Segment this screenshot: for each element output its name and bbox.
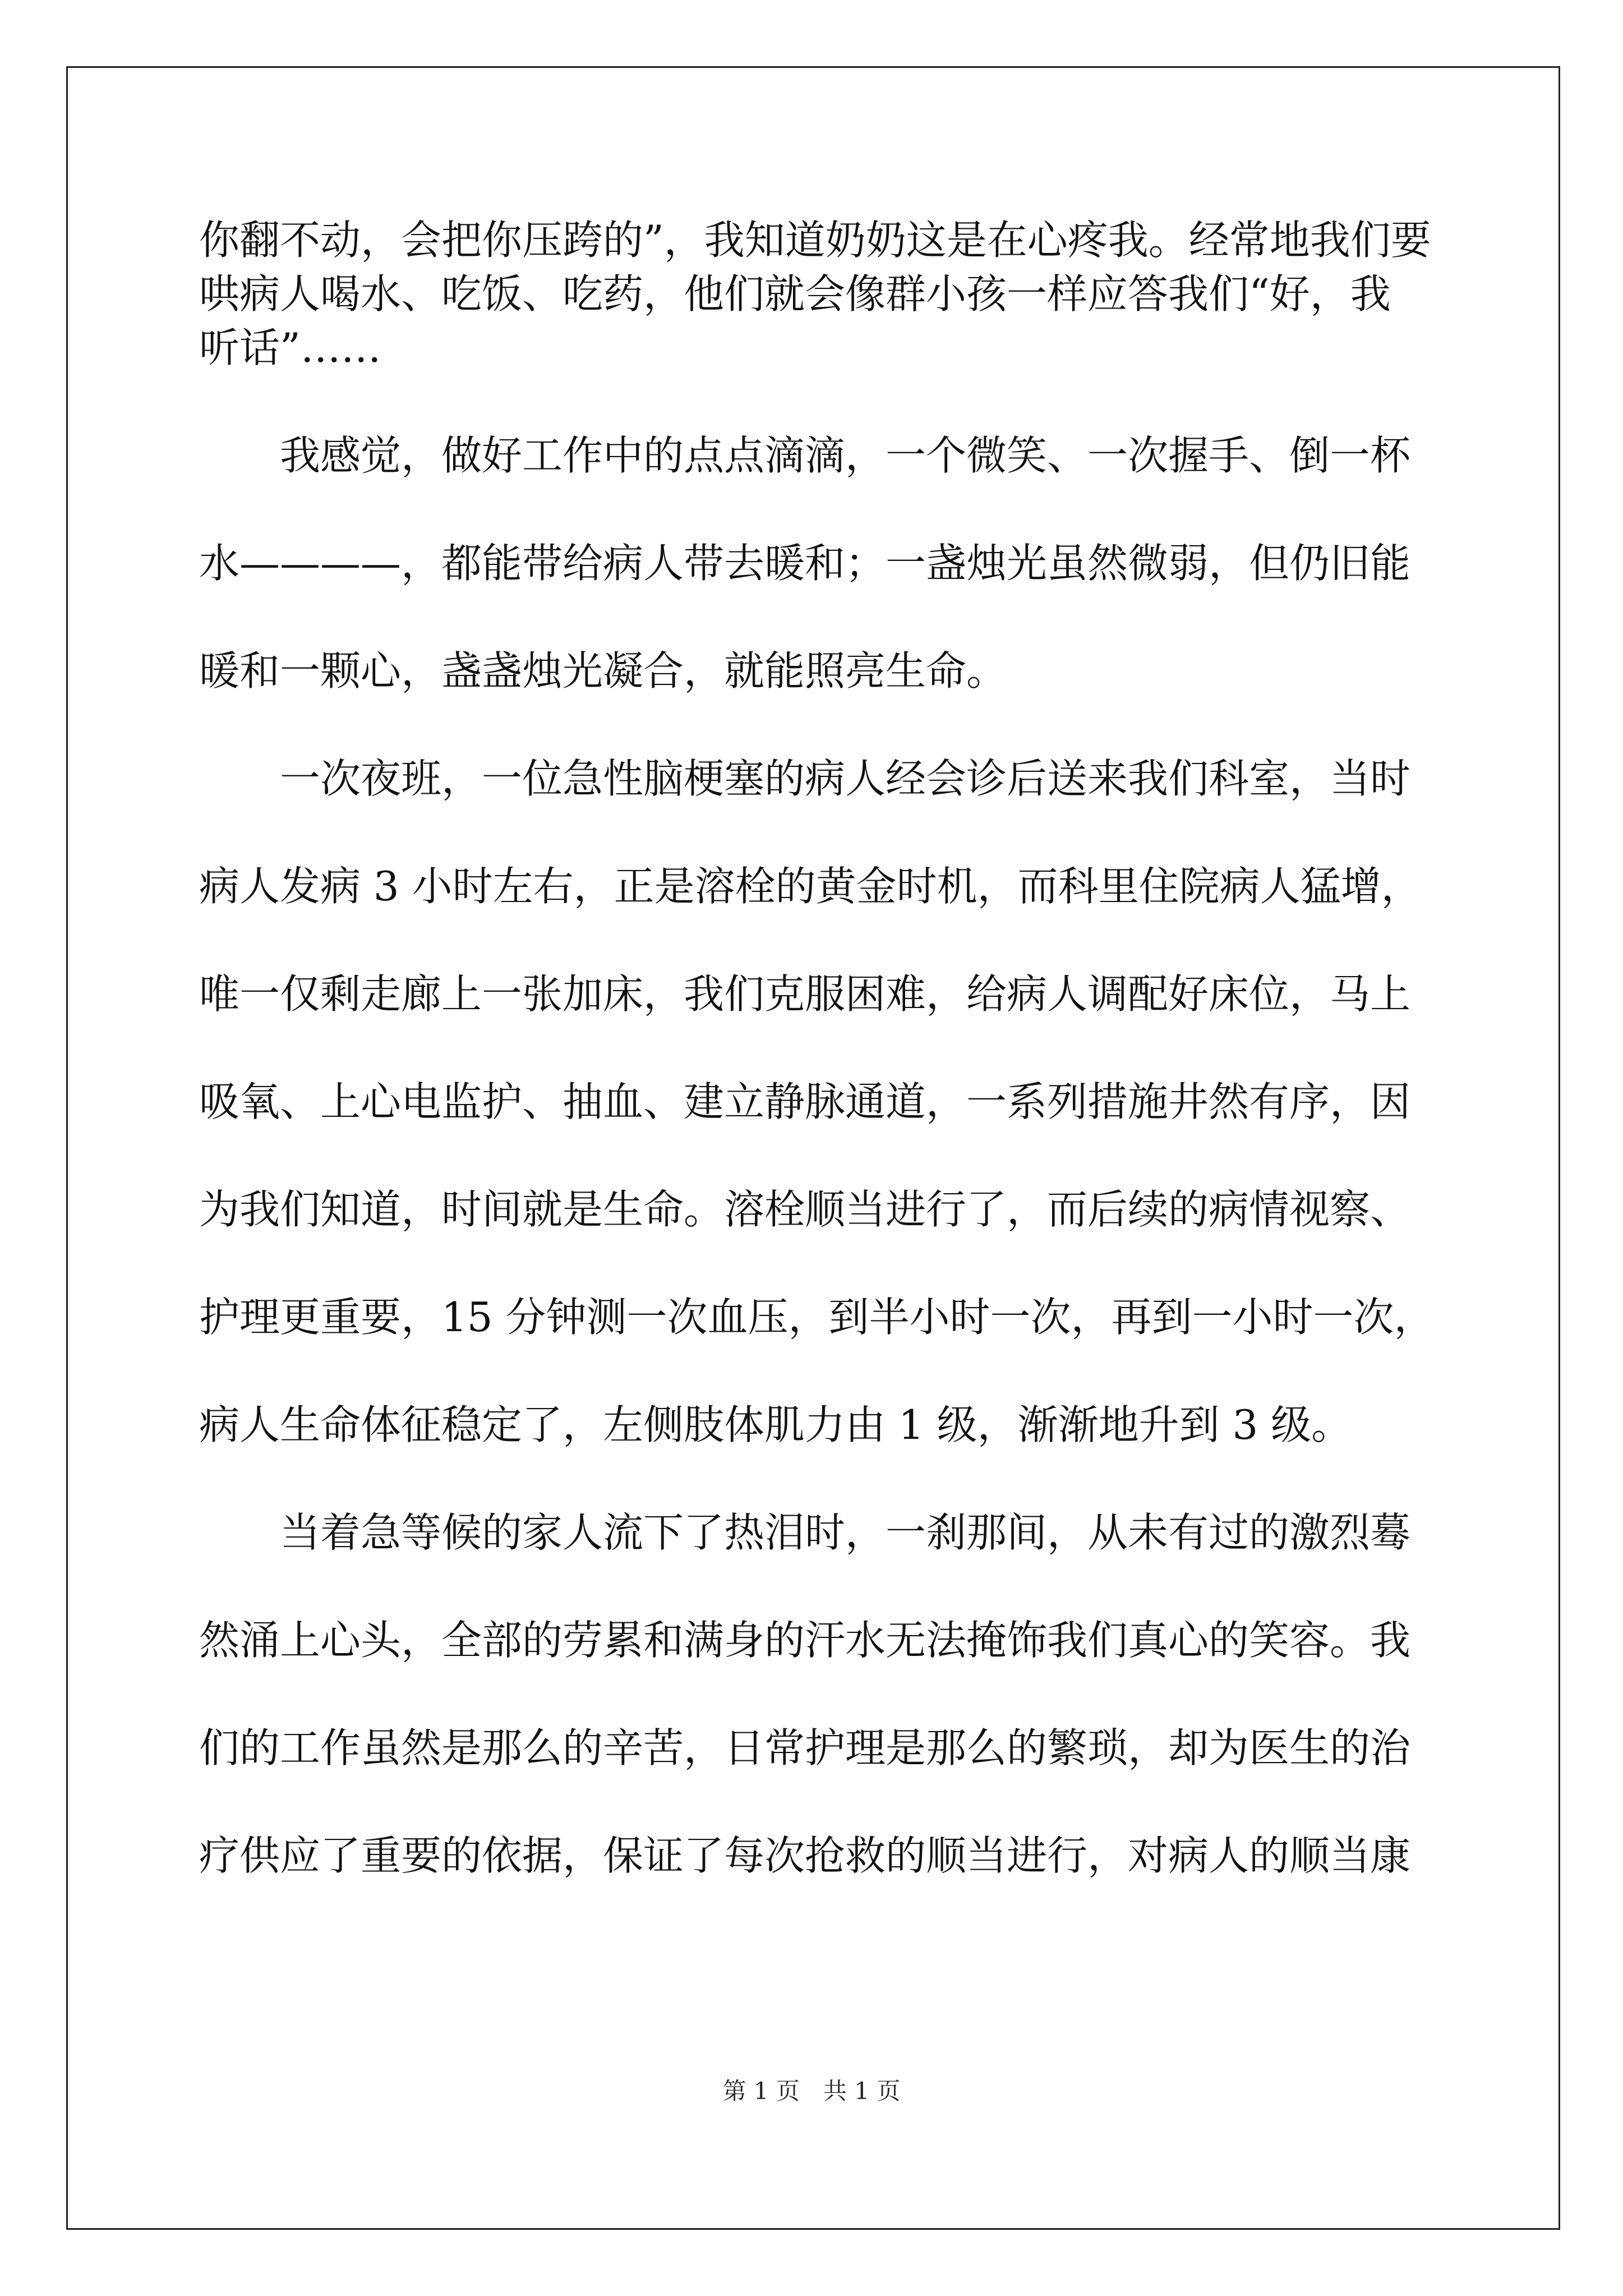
- text-line: 当着急等候的家人流下了热泪时，一刹那间，从未有过的激烈蓦: [280, 1509, 1411, 1556]
- text-line: 病人生命体征稳定了，左侧肢体肌力由 1 级，渐渐地升到 3 级。: [199, 1401, 1352, 1448]
- text-line: 听话”……: [199, 324, 381, 371]
- text-line: 疗供应了重要的依据，保证了每次抢救的顺当进行，对病人的顺当康: [199, 1832, 1411, 1879]
- text-line: 为我们知道，时间就是生命。溶栓顺当进行了，而后续的病情视察、: [199, 1186, 1411, 1233]
- text-line: 唯一仅剩走廊上一张加床，我们克服困难，给病人调配好床位，马上: [199, 970, 1411, 1018]
- text-line: 一次夜班，一位急性脑梗塞的病人经会诊后送来我们科室，当时: [280, 755, 1411, 802]
- text-line: 水————，都能带给病人带去暖和；一盏烛光虽然微弱，但仍旧能: [199, 540, 1411, 587]
- text-line: 护理更重要，15 分钟测一次血压，到半小时一次，再到一小时一次，: [199, 1294, 1435, 1341]
- text-line: 哄病人喝水、吃饭、吃药，他们就会像群小孩一样应答我们“好，我: [199, 270, 1391, 318]
- paragraph: [199, 429, 1433, 698]
- text-line: 吸氧、上心电监护、抽血、建立静脉通道，一系列措施井然有序，因: [199, 1078, 1411, 1125]
- text-line: 病人发病 3 小时左右，正是溶栓的黄金时机，而科里住院病人猛增，: [199, 863, 1422, 910]
- page-footer: 第 1 页 共 1 页: [722, 2077, 901, 2105]
- document-body: [199, 213, 1433, 1883]
- text-line: 暖和一颗心，盏盏烛光凝合，就能照亮生命。: [199, 647, 1007, 694]
- paragraph: [199, 213, 1433, 375]
- paragraph: [199, 1506, 1433, 1883]
- text-line: 们的工作虽然是那么的辛苦，日常护理是那么的繁琐，却为医生的治: [199, 1724, 1411, 1772]
- text-line: 然涌上心头，全部的劳累和满身的汗水无法掩饰我们真心的笑容。我: [199, 1617, 1411, 1664]
- text-line: 你翻不动，会把你压跨的”，我知道奶奶这是在心疼我。经常地我们要: [199, 217, 1431, 264]
- text-line: 我感觉，做好工作中的点点滴滴，一个微笑、一次握手、倒一杯: [280, 432, 1411, 479]
- paragraph: [199, 752, 1433, 1452]
